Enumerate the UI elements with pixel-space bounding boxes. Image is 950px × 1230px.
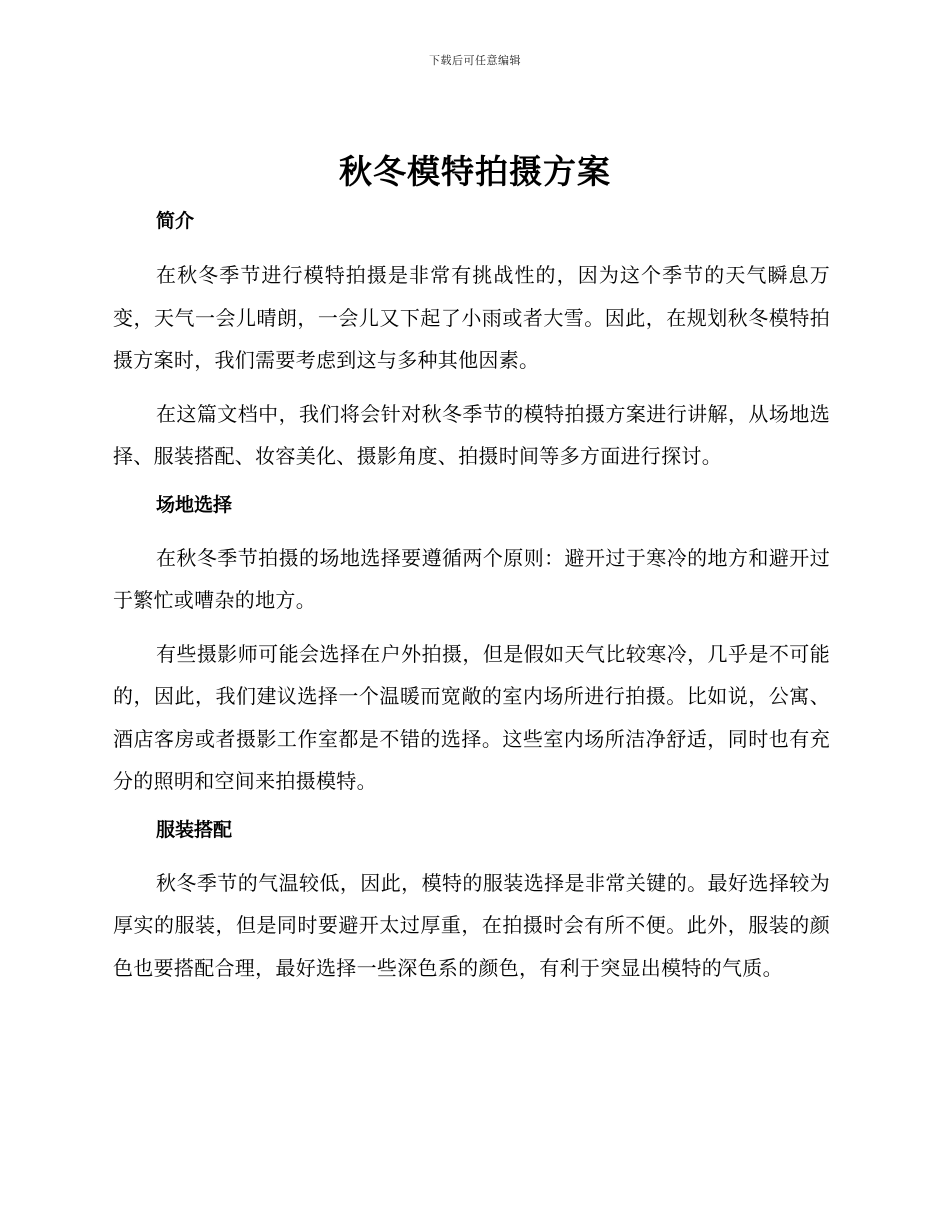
- document-body: [113, 204, 830, 989]
- venue-paragraph-2: 有些摄影师可能会选择在户外拍摄，但是假如天气比较寒冷，几乎是不可能的，因此，我们建议选择一个温暖而宽敞的室内场所进行拍摄。比如说，公寓、酒店客房或者摄影工作室都是不错的选择。这些室内场所洁净舒适，同时也有充分的照明和空间来拍摄模特。: [113, 641, 830, 793]
- section-heading-outfit: 服装搭配: [156, 818, 233, 841]
- section-heading-intro: 简介: [156, 210, 195, 232]
- document-title: 秋冬模特拍摄方案: [339, 152, 611, 191]
- intro-paragraph-2: 在这篇文档中，我们将会针对秋冬季节的模特拍摄方案进行讲解，从场地选择、服装搭配、妆容美化、摄影角度、拍摄时间等多方面进行探讨。: [113, 401, 830, 468]
- intro-paragraph-1: 在秋冬季节进行模特拍摄是非常有挑战性的，因为这个季节的天气瞬息万变，天气一会儿晴朗，一会儿又下起了小雨或者大雪。因此，在规划秋冬模特拍摄方案时，我们需要考虑到这与多种其他因素。: [113, 263, 830, 372]
- venue-paragraph-1: 在秋冬季节拍摄的场地选择要遵循两个原则：避开过于寒冷的地方和避开过于繁忙或嘈杂的地方。: [113, 545, 830, 612]
- page-header-note: 下载后可任意编辑: [429, 54, 521, 67]
- section-heading-venue: 场地选择: [156, 493, 233, 516]
- outfit-paragraph-1: 秋冬季节的气温较低，因此，模特的服装选择是非常关键的。最好选择较为厚实的服装，但是同时要避开太过厚重，在拍摄时会有所不便。此外，服装的颜色也要搭配合理，最好选择一些深色系的颜色，有利于突显出模特的气质。: [113, 870, 830, 980]
